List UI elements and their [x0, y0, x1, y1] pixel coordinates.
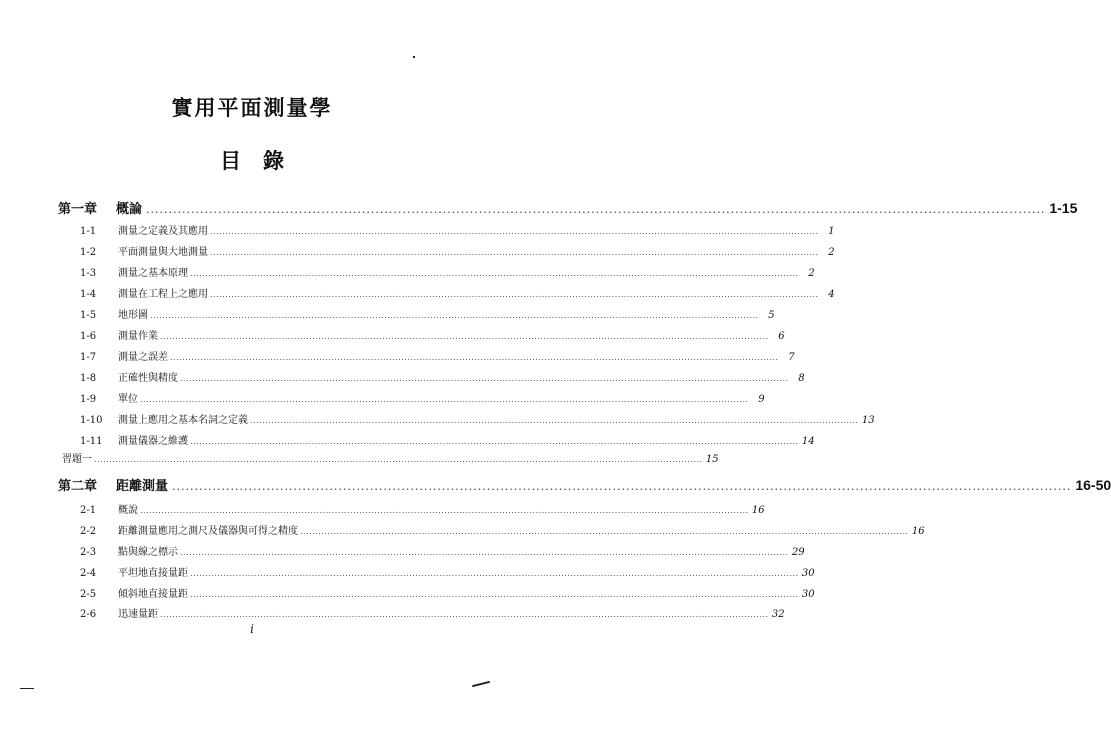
- leader-dots: ........................................................................................................................................................................................................: [210, 248, 819, 257]
- section-title: 單位: [118, 394, 138, 405]
- page-number: 8: [798, 373, 805, 384]
- section-number: 1-8: [80, 373, 97, 384]
- section-number: 1-11: [80, 436, 103, 447]
- leader-dots: ........................................................................................................................................................................................................: [190, 590, 799, 599]
- page-number: 15: [705, 454, 719, 465]
- toc-title: 目錄: [220, 148, 306, 173]
- page-number: 2: [808, 268, 815, 279]
- section-title: 距離測量應用之測尺及儀器與可得之精度: [118, 526, 298, 537]
- section-title: 正確性與精度: [118, 373, 178, 384]
- chapter-number: 第二章: [58, 479, 98, 494]
- section-title: 地形圖: [118, 310, 148, 321]
- section-number: 2-2: [80, 526, 97, 537]
- section-number: 2-3: [80, 547, 97, 558]
- page-number: 9: [758, 394, 765, 405]
- section-title: 測量在工程上之應用: [118, 289, 208, 300]
- page-number: 30: [801, 589, 815, 600]
- toc-entry[interactable]: [80, 264, 815, 279]
- exercise-title: 習題一: [62, 454, 92, 465]
- page-number: 32: [771, 609, 785, 620]
- page-number: 16: [911, 526, 925, 537]
- leader-dots: ........................................................................................................................................................................................................: [300, 527, 909, 536]
- scan-speck: [413, 56, 415, 58]
- chapter-pages: 1-15: [1049, 200, 1078, 216]
- page-number: 1: [828, 226, 835, 237]
- leader-dots: ........................................................................................................................................................................................................: [140, 506, 749, 515]
- section-number: 1-3: [80, 268, 97, 279]
- leader-dots: ........................................................................................................................................................................................................: [140, 395, 749, 404]
- section-number: 1-7: [80, 352, 97, 363]
- page-number: 14: [801, 436, 815, 447]
- leader-dots: ........................................................................................................................................................................................................: [190, 437, 799, 446]
- section-title: 點與線之標示: [118, 547, 178, 558]
- toc-exercise-entry[interactable]: [62, 450, 719, 465]
- book-title: 實用平面測量學: [171, 95, 333, 120]
- leader-dots: ........................................................................................................................................................................................................: [150, 311, 759, 320]
- leader-dots: ........................................................................................................................................................................................................: [210, 227, 819, 236]
- toc-entry[interactable]: [80, 432, 815, 447]
- page-number: 13: [861, 415, 875, 426]
- page-number: 16: [751, 505, 765, 516]
- section-title: 傾斜地直接量距: [118, 589, 188, 600]
- page-number: 30: [801, 568, 815, 579]
- section-number: 1-6: [80, 331, 97, 342]
- toc-entry[interactable]: [80, 285, 835, 300]
- chapter-title: 距離測量: [116, 479, 169, 494]
- leader-dots: ........................................................................................................................................................................................................: [160, 610, 769, 619]
- toc-entry[interactable]: [80, 564, 815, 579]
- section-title: 平面測量與大地測量: [118, 247, 208, 258]
- section-title: 測量之基本原理: [118, 268, 188, 279]
- toc-entry[interactable]: [80, 501, 765, 516]
- toc-entry[interactable]: [80, 411, 875, 426]
- chapter-title: 概論: [116, 202, 143, 217]
- section-number: 2-4: [80, 568, 97, 579]
- page-number: 2: [828, 247, 835, 258]
- section-title: 測量之誤差: [118, 352, 168, 363]
- section-number: 1-5: [80, 310, 97, 321]
- leader-dots: ........................................................................................................................................................................................................: [94, 455, 703, 464]
- page-number: 29: [791, 547, 805, 558]
- leader-dots: ........................................................................................................................................................................................................: [160, 332, 769, 341]
- folio-page-number: i: [250, 622, 254, 636]
- section-number: 2-6: [80, 609, 97, 620]
- leader-dots: ........................................................................................................................................................................................................: [190, 269, 799, 278]
- leader-dots: ........................................................................................................................................................................................................: [146, 203, 1046, 216]
- section-number: 1-9: [80, 394, 97, 405]
- section-number: 2-5: [80, 589, 97, 600]
- leader-dots: ........................................................................................................................................................................................................: [170, 353, 779, 362]
- toc-entry[interactable]: [80, 543, 805, 558]
- scan-speck: [20, 688, 34, 689]
- toc-entry[interactable]: [80, 243, 835, 258]
- section-number: 2-1: [80, 505, 97, 516]
- section-number: 1-2: [80, 247, 97, 258]
- leader-dots: ........................................................................................................................................................................................................: [180, 548, 789, 557]
- chapter-1-heading[interactable]: [58, 198, 1078, 217]
- leader-dots: ........................................................................................................................................................................................................: [250, 416, 859, 425]
- section-number: 1-4: [80, 289, 97, 300]
- page-number: 4: [828, 289, 835, 300]
- section-title: 測量上應用之基本名詞之定義: [118, 415, 248, 426]
- leader-dots: ........................................................................................................................................................................................................: [180, 374, 789, 383]
- leader-dots: ........................................................................................................................................................................................................: [190, 569, 799, 578]
- page-number: 6: [778, 331, 785, 342]
- toc-entry[interactable]: [80, 222, 835, 237]
- toc-entry[interactable]: [80, 605, 785, 620]
- chapter-number: 第一章: [58, 202, 98, 217]
- toc-entry[interactable]: [80, 348, 795, 363]
- section-title: 測量之定義及其應用: [118, 226, 208, 237]
- leader-dots: ........................................................................................................................................................................................................: [210, 290, 819, 299]
- section-title: 平坦地直接量距: [118, 568, 188, 579]
- section-title: 迅速量距: [118, 609, 158, 620]
- toc-entry[interactable]: [80, 522, 925, 537]
- page-number: 7: [788, 352, 795, 363]
- chapter-2-heading[interactable]: [58, 475, 1111, 494]
- section-title: 測量作業: [118, 331, 158, 342]
- toc-entry[interactable]: [80, 390, 765, 405]
- chapter-pages: 16-50: [1075, 477, 1111, 493]
- leader-dots: ........................................................................................................................................................................................................: [172, 480, 1072, 493]
- toc-entry[interactable]: [80, 369, 805, 384]
- toc-entry[interactable]: [80, 306, 775, 321]
- section-number: 1-1: [80, 226, 97, 237]
- section-title: 概說: [118, 505, 138, 516]
- scan-speck: [472, 681, 490, 687]
- page-number: 5: [768, 310, 775, 321]
- section-title: 測量儀器之維護: [118, 436, 188, 447]
- section-number: 1-10: [80, 415, 103, 426]
- toc-entry[interactable]: [80, 327, 785, 342]
- toc-entry[interactable]: [80, 585, 815, 600]
